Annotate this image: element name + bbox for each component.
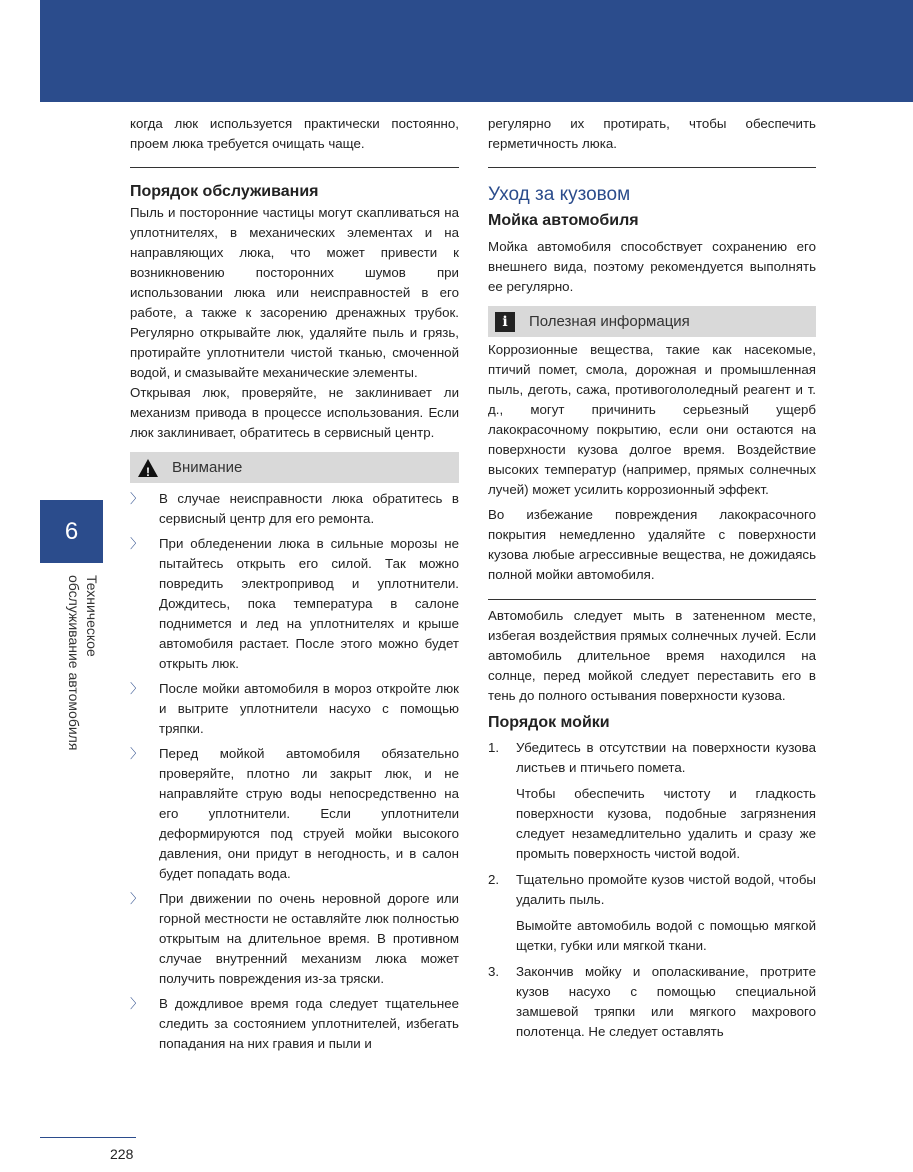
subsection-title: Мойка автомобиля bbox=[488, 212, 639, 229]
warning-item-text: При движении по очень неровной дороге или горной местности не оставляйте люк полностью открытым на длительное время. В противном случае внутренний механизм люка может получить повреждения из-за тряски. bbox=[159, 891, 459, 986]
step-text: Убедитесь в отсутствии на поверхности кузова листьев и птичьего помета. bbox=[516, 740, 816, 775]
warning-item bbox=[130, 534, 459, 674]
warning-icon: ! bbox=[138, 459, 158, 477]
warning-item bbox=[130, 679, 459, 739]
wash-step bbox=[488, 870, 816, 910]
wash-step bbox=[488, 962, 816, 1042]
step-number: 2. bbox=[488, 872, 500, 887]
bullet-chevron-icon: 〉 bbox=[130, 681, 144, 696]
right-intro: регулярно их протирать, чтобы обеспечить герметичность люка. bbox=[488, 116, 816, 151]
step-text: Тщательно промойте кузов чистой водой, чтобы удалить пыль. bbox=[516, 872, 816, 907]
warning-item bbox=[130, 994, 459, 1054]
warning-item-text: Перед мойкой автомобиля обязательно проверяйте, плотно ли закрыт люк, и не направляйте струю воды непосредственно на его уплотнители. Если уплотнители деформируются под струей мойки высокого давления, они придут в негодность, и в салон будет попадать вода. bbox=[159, 746, 459, 881]
section-heading: Уход за кузовом bbox=[488, 184, 631, 205]
warning-list bbox=[130, 489, 459, 1054]
warning-item bbox=[130, 889, 459, 989]
chapter-title-line1: Техническое bbox=[84, 575, 100, 657]
right-column bbox=[488, 114, 816, 1048]
bullet-chevron-icon: 〉 bbox=[130, 746, 144, 761]
step-text: Закончив мойку и ополаскивание, протрите кузов насухо с помощью специальной замшевой тряпки или мягкого махрового полотенца. Не следует оставлять bbox=[516, 964, 816, 1039]
bullet-chevron-icon: 〉 bbox=[130, 536, 144, 551]
info-icon: i bbox=[495, 312, 515, 332]
chapter-side-title bbox=[61, 575, 101, 765]
info-paragraph-1: Коррозионные вещества, такие как насекомые, птичий помет, смола, дорожная и промышленная пыль, деготь, сажа, противогололедный реагент и т. д., могут причинить серьезный ущерб лакокрасочному покрытию, если они остаются на поверхности кузова долгое время. Воздействие высоких температур (например, прямых солнечных лучей) может усилить коррозионный эффект. bbox=[488, 342, 816, 497]
step-note: Вымойте автомобиль водой с помощью мягкой щетки, губки или мягкой ткани. bbox=[516, 918, 816, 953]
section-title: Порядок обслуживания bbox=[130, 183, 319, 200]
bullet-chevron-icon: 〉 bbox=[130, 491, 144, 506]
warning-item-text: После мойки автомобиля в мороз откройте люк и вытрите уплотнители насухо с помощью тряпки. bbox=[159, 681, 459, 736]
wash-procedure-title: Порядок мойки bbox=[488, 714, 610, 731]
step-number: 3. bbox=[488, 964, 500, 979]
bullet-chevron-icon: 〉 bbox=[130, 996, 144, 1011]
page-number: 228 bbox=[110, 1146, 134, 1162]
wash-steps-list bbox=[488, 738, 816, 1042]
warning-item-text: В дождливое время года следует тщательнее следить за состоянием уплотнителей, избегать попадания на них гравия и пыли и bbox=[159, 996, 459, 1051]
warning-box bbox=[130, 452, 459, 483]
shade-paragraph: Автомобиль следует мыть в затененном месте, избегая воздействия прямых солнечных лучей. Если автомобиль длительное время находился на солнце, перед мойкой следует переставить его в тень до полного остывания поверхности кузова. bbox=[488, 608, 816, 703]
warning-item bbox=[130, 744, 459, 884]
divider bbox=[488, 167, 816, 168]
wash-intro-paragraph: Мойка автомобиля способствует сохранению его внешнего вида, поэтому рекомендуется выполнять ее регулярно. bbox=[488, 239, 816, 294]
warning-item-text: В случае неисправности люка обратитесь в сервисный центр для его ремонта. bbox=[159, 491, 459, 526]
warning-item-text: При обледенении люка в сильные морозы не пытайтесь открыть его силой. Так можно повредить электропривод и уплотнители. Дождитесь, пока температура в салоне поднимется и лед на уплотнителях и крыше автомобиля растает. После этого можно будет открыть люк. bbox=[159, 536, 459, 671]
bullet-chevron-icon: 〉 bbox=[130, 891, 144, 906]
header-bar bbox=[40, 0, 913, 102]
divider bbox=[130, 167, 459, 168]
step-note: Чтобы обеспечить чистоту и гладкость поверхности кузова, подобные загрязнения следует незамедлительно удалить и сразу же промыть поверхность чистой водой. bbox=[516, 786, 816, 861]
step-number: 1. bbox=[488, 740, 500, 755]
chapter-number: 6 bbox=[64, 517, 79, 545]
info-box bbox=[488, 306, 816, 337]
warning-label: Внимание bbox=[172, 458, 243, 476]
chapter-tab bbox=[40, 500, 103, 563]
warning-item bbox=[130, 489, 459, 529]
wash-step bbox=[488, 738, 816, 778]
check-paragraph: Открывая люк, проверяйте, не заклинивает ли механизм привода в процессе использования. Если люк заклинивает, обратитесь в сервисный центр. bbox=[130, 385, 459, 440]
chapter-title-line2: обслуживание автомобиля bbox=[66, 575, 82, 751]
maintenance-paragraph: Пыль и посторонние частицы могут скапливаться на уплотнителях, в механических элементах и на направляющих люка, что может привести к возникновению посторонних шумов при использовании люка или неисправностей в его работе, а также к засорению дренажных трубок. Регулярно открывайте люк, удаляйте пыль и грязь, протирайте уплотнители чистой тканью, смоченной водой, и смазывайте механические элементы. bbox=[130, 205, 459, 380]
info-label: Полезная информация bbox=[529, 312, 690, 330]
left-intro: когда люк используется практически постоянно, проем люка требуется очищать чаще. bbox=[130, 116, 459, 151]
left-column bbox=[130, 114, 459, 1059]
divider bbox=[488, 599, 816, 600]
footer-line bbox=[40, 1137, 136, 1138]
info-paragraph-2: Во избежание повреждения лакокрасочного покрытия немедленно удаляйте с поверхности кузова любые агрессивные вещества, не дожидаясь полной мойки автомобиля. bbox=[488, 507, 816, 582]
